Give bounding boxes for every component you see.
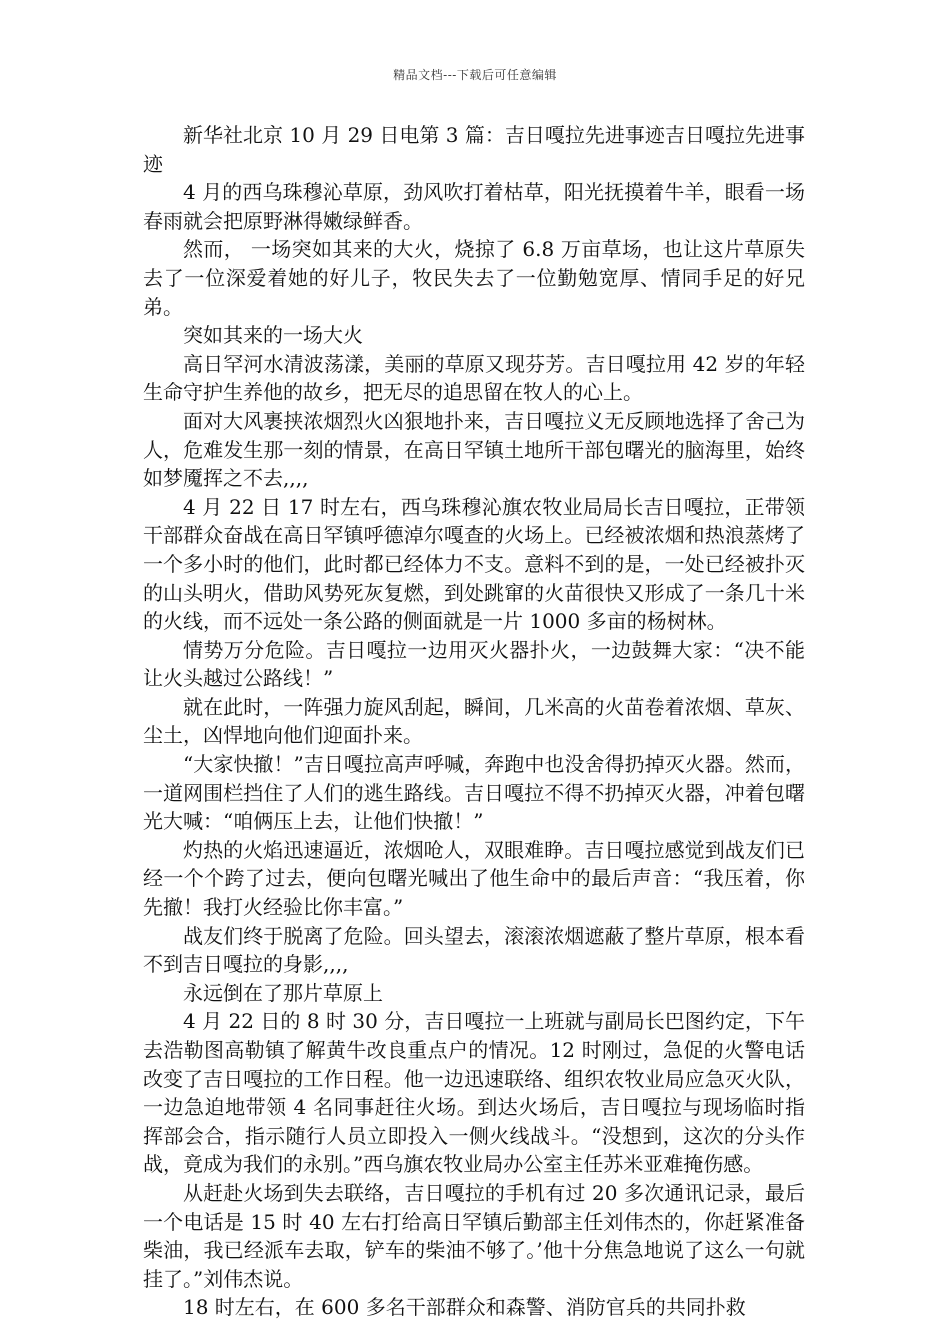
paragraph: 灼热的火焰迅速逼近，浓烟呛人，双眼难睁。吉日嘎拉感觉到战友们已经一个个跨了过去，便向包曙光喊出了他生命中的最后声音：“我压着，你先撤！我打火经验比你丰富。”	[143, 837, 805, 920]
paragraph: 4 月的西乌珠穆沁草原，劲风吹打着枯草，阳光抚摸着牛羊，眼看一场春雨就会把原野淋得嫩绿鲜香。	[143, 180, 805, 233]
paragraph: 战友们终于脱离了危险。回头望去，滚滚浓烟遮蔽了整片草原，根本看不到吉日嘎拉的身影,,,,	[143, 923, 805, 977]
section-heading: 突如其来的一场大火	[183, 323, 363, 348]
paragraph: 情势万分危险。吉日嘎拉一边用灭火器扑火，一边鼓舞大家：“决不能让火头越过公路线！”	[143, 637, 805, 691]
paragraph: 4 月 22 日 17 时左右，西乌珠穆沁旗农牧业局局长吉日嘎拉，正带领干部群众奋战在高日罕镇呼德淖尔嘎查的火场上。已经被浓烟和热浪蒸烤了一个多小时的他们，此时都已经体力不支。意料不到的是，一处已经被扑灭的山头明火，借助风势死灰复燃，到处跳窜的火苗很快又形成了一条几十米的火线，而不远处一条公路的侧面就是一片 1000 多亩的杨树林。	[143, 494, 805, 634]
article-body	[143, 121, 805, 1322]
paragraph: 就在此时，一阵强力旋风刮起，瞬间，几米高的火苗卷着浓烟、草灰、尘土，凶悍地向他们迎面扑来。	[143, 694, 805, 748]
paragraph: 面对大风裹挟浓烟烈火凶狠地扑来，吉日嘎拉义无反顾地选择了舍己为人，危难发生那一刻的情景，在高日罕镇土地所干部包曙光的脑海里，始终如梦魇挥之不去,,,,	[143, 408, 805, 491]
page-header: 精品文档---下载后可任意编辑	[393, 68, 557, 82]
paragraph: 4 月 22 日的 8 时 30 分，吉日嘎拉一上班就与副局长巴图约定，下午去浩勒图高勒镇了解黄牛改良重点户的情况。12 时刚过，急促的火警电话改变了吉日嘎拉的工作日程。他一边迅速联络、组织农牧业局应急灭火队，一边急迫地带领 4 名同事赶往火场。到达火场后，吉日嘎拉与现场临时指挥部会合，指示随行人员立即投入一侧火线战斗。“没想到，这次的分头作战，竟成为我们的永别。”西乌旗农牧业局办公室主任苏米亚难掩伤感。	[143, 1009, 805, 1177]
paragraph: 新华社北京 10 月 29 日电第 3 篇：吉日嘎拉先进事迹吉日嘎拉先进事迹	[143, 123, 805, 176]
paragraph: 然而， 一场突如其来的大火，烧掠了 6.8 万亩草场，也让这片草原失去了一位深爱着她的好儿子，牧民失去了一位勤勉宽厚、情同手足的好兄弟。	[143, 237, 805, 319]
paragraph: 18 时左右，在 600 多名干部群众和森警、消防官兵的共同扑救	[183, 1295, 746, 1320]
paragraph: 从赶赴火场到失去联络，吉日嘎拉的手机有过 20 多次通讯记录，最后一个电话是 15 时 40 左右打给高日罕镇后勤部主任刘伟杰的，你赶紧准备柴油，我已经派车去取，铲车的柴油不够了。’他十分焦急地说了这么一句就挂了。”刘伟杰说。	[143, 1180, 805, 1291]
paragraph: 高日罕河水清波荡漾，美丽的草原又现芬芳。吉日嘎拉用 42 岁的年轻生命守护生养他的故乡，把无尽的追思留在牧人的心上。	[143, 351, 805, 405]
paragraph: “大家快撤！”吉日嘎拉高声呼喊，奔跑中也没舍得扔掉灭火器。然而，一道网围栏挡住了人们的逃生路线。吉日嘎拉不得不扔掉灭火器，冲着包曙光大喊：“咱俩压上去，让他们快撤！”	[143, 752, 805, 834]
section-heading: 永远倒在了那片草原上	[183, 980, 383, 1005]
